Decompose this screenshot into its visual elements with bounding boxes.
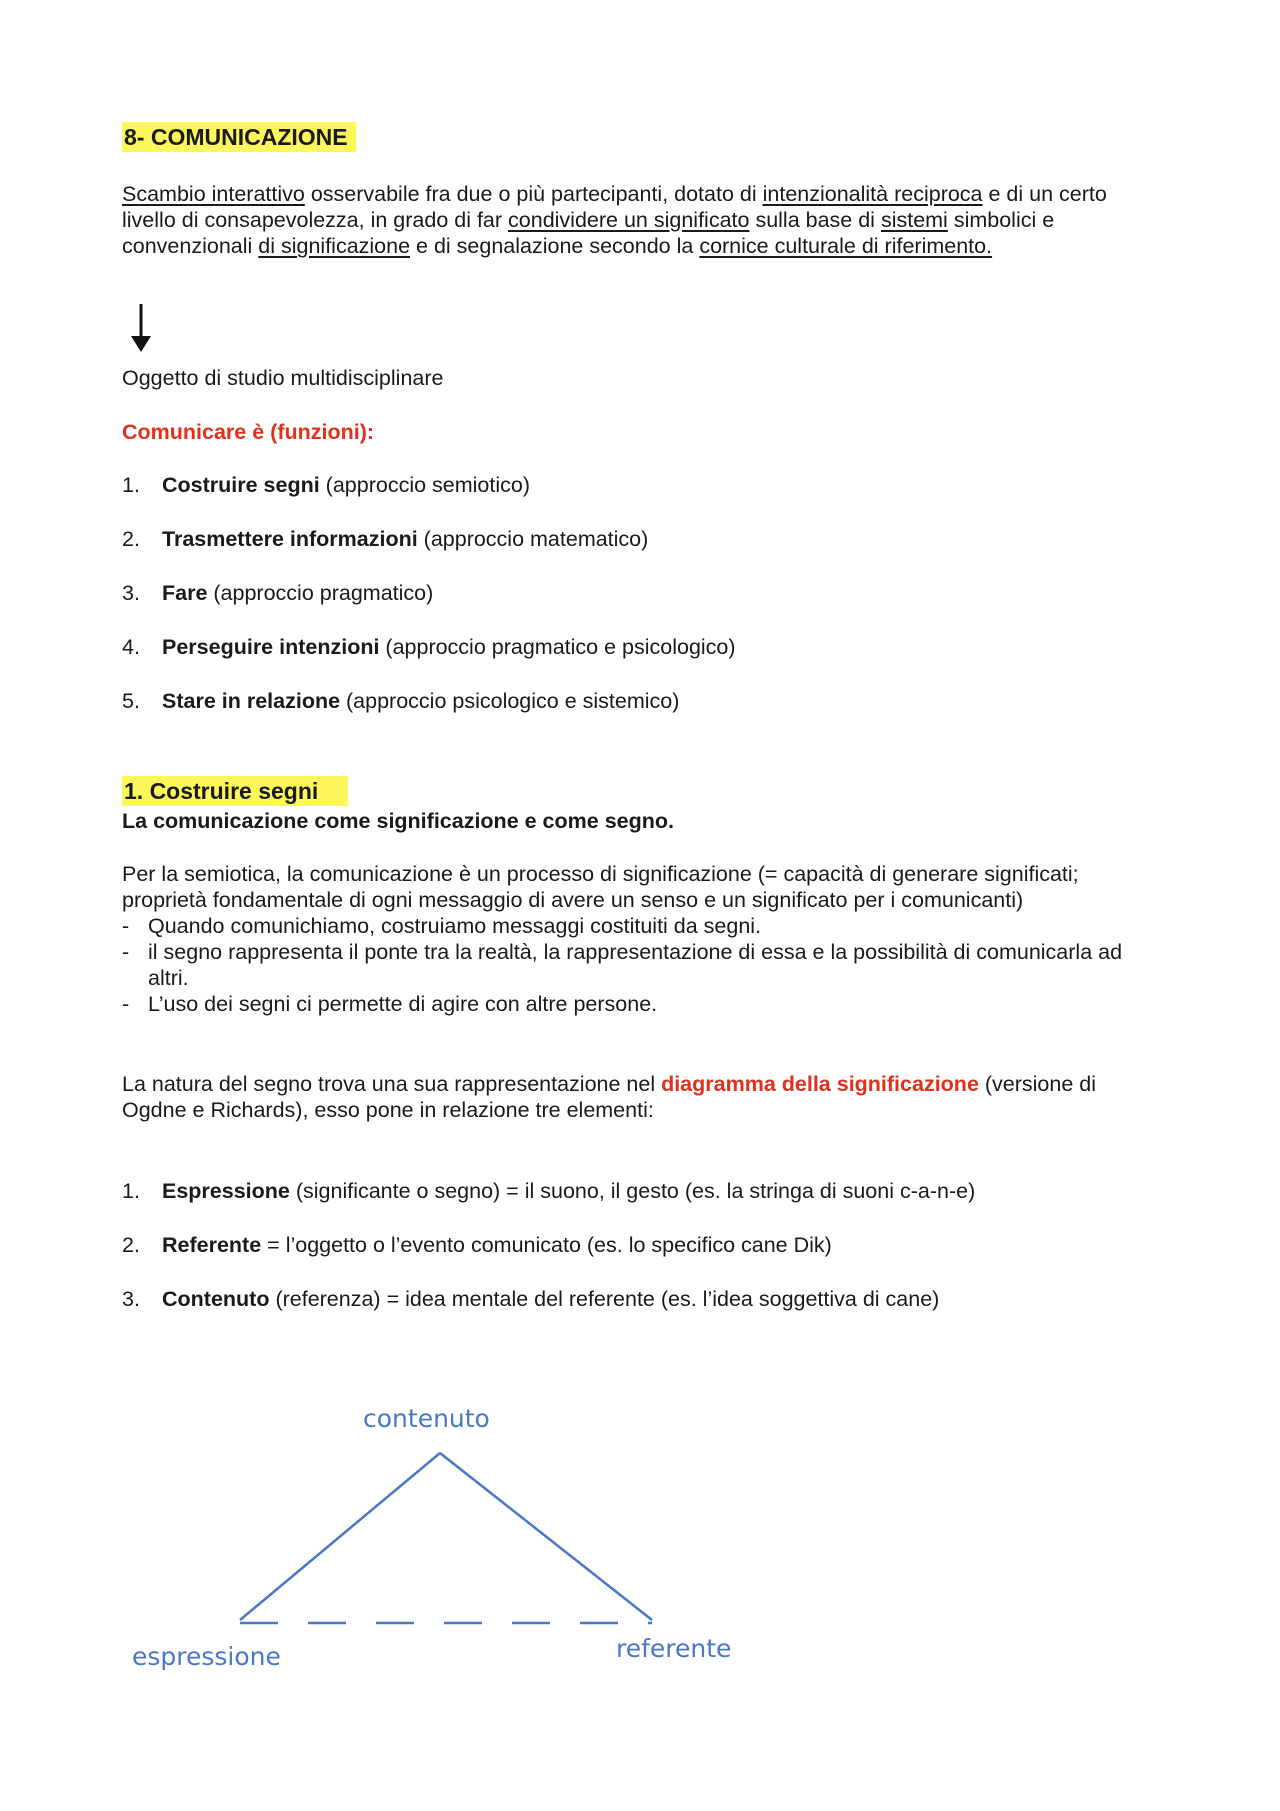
diagram-label-top: contenuto bbox=[363, 1404, 490, 1433]
diagram-left-edge bbox=[240, 1453, 440, 1620]
def-text: simbolici e convenzionali bbox=[122, 208, 1055, 258]
def-text: e di un certo livello di consapevolezza, in grado di far bbox=[122, 182, 1107, 232]
diagram-right-edge bbox=[440, 1453, 652, 1620]
list-item: 2. Referente = l’oggetto o l’evento comunicato (es. lo specifico cane Dik) bbox=[122, 1233, 832, 1257]
heading-highlight: 8- COMUNICAZIONE bbox=[122, 122, 356, 152]
list-item: 3. Fare (approccio pragmatico) bbox=[122, 581, 434, 605]
def-term: Scambio interattivo bbox=[122, 182, 305, 206]
def-text: osservabile fra due o più partecipanti, dotato di bbox=[304, 182, 763, 206]
list-item: 5. Stare in relazione (approccio psicologico e sistemico) bbox=[122, 689, 680, 713]
section-subtitle: La comunicazione come significazione e come segno. bbox=[122, 809, 674, 833]
object-line: Oggetto di studio multidisciplinare bbox=[122, 366, 444, 390]
diagram-label-right: referente bbox=[616, 1634, 732, 1663]
section-title-highlight: 1. Costruire segni bbox=[122, 776, 348, 806]
functions-title: Comunicare è (funzioni): bbox=[122, 420, 375, 444]
def-term: sistemi bbox=[880, 208, 948, 232]
def-term: intenzionalità reciproca bbox=[762, 182, 983, 206]
def-term: condividere un significato bbox=[508, 208, 750, 232]
list-item: 3. Contenuto (referenza) = idea mentale del referente (es. l’idea soggettiva di cane) bbox=[122, 1287, 940, 1311]
diagram-label-left: espressione bbox=[132, 1642, 281, 1671]
paragraph-text: Per la semiotica, la comunicazione è un processo di significazione (= capacità di generare significati; proprietà fondamentale di ogni messaggio di avere un senso e un significato per i comunicanti) bbox=[122, 862, 1079, 912]
def-text: e di segnalazione secondo la bbox=[410, 234, 700, 258]
list-item: - Quando comunichiamo, costruiamo messaggi costituiti da segni. bbox=[122, 913, 1142, 939]
list-item: 1. Espressione (significante o segno) = il suono, il gesto (es. la stringa di suoni c-a-n-e) bbox=[122, 1179, 976, 1203]
list-item: - L’uso dei segni ci permette di agire con altre persone. bbox=[122, 991, 1142, 1017]
def-term: di significazione bbox=[258, 234, 411, 258]
def-text: sulla base di bbox=[749, 208, 881, 232]
list-item: - il segno rappresenta il ponte tra la realtà, la rappresentazione di essa e la possibilità di comunicarla ad altri. bbox=[122, 939, 1142, 991]
highlighted-term: diagramma della significazione bbox=[661, 1072, 979, 1096]
list-item: 1. Costruire segni (approccio semiotico) bbox=[122, 473, 530, 497]
def-term: cornice culturale di riferimento. bbox=[699, 234, 993, 258]
list-item: 4. Perseguire intenzioni (approccio pragmatico e psicologico) bbox=[122, 635, 736, 659]
nature-paragraph: La natura del segno trova una sua rappresentazione nel diagramma della significazione (versione di Ogdne e Richards), esso pone in relazione tre elementi: bbox=[122, 1072, 1097, 1122]
list-item: 2. Trasmettere informazioni (approccio matematico) bbox=[122, 527, 649, 551]
